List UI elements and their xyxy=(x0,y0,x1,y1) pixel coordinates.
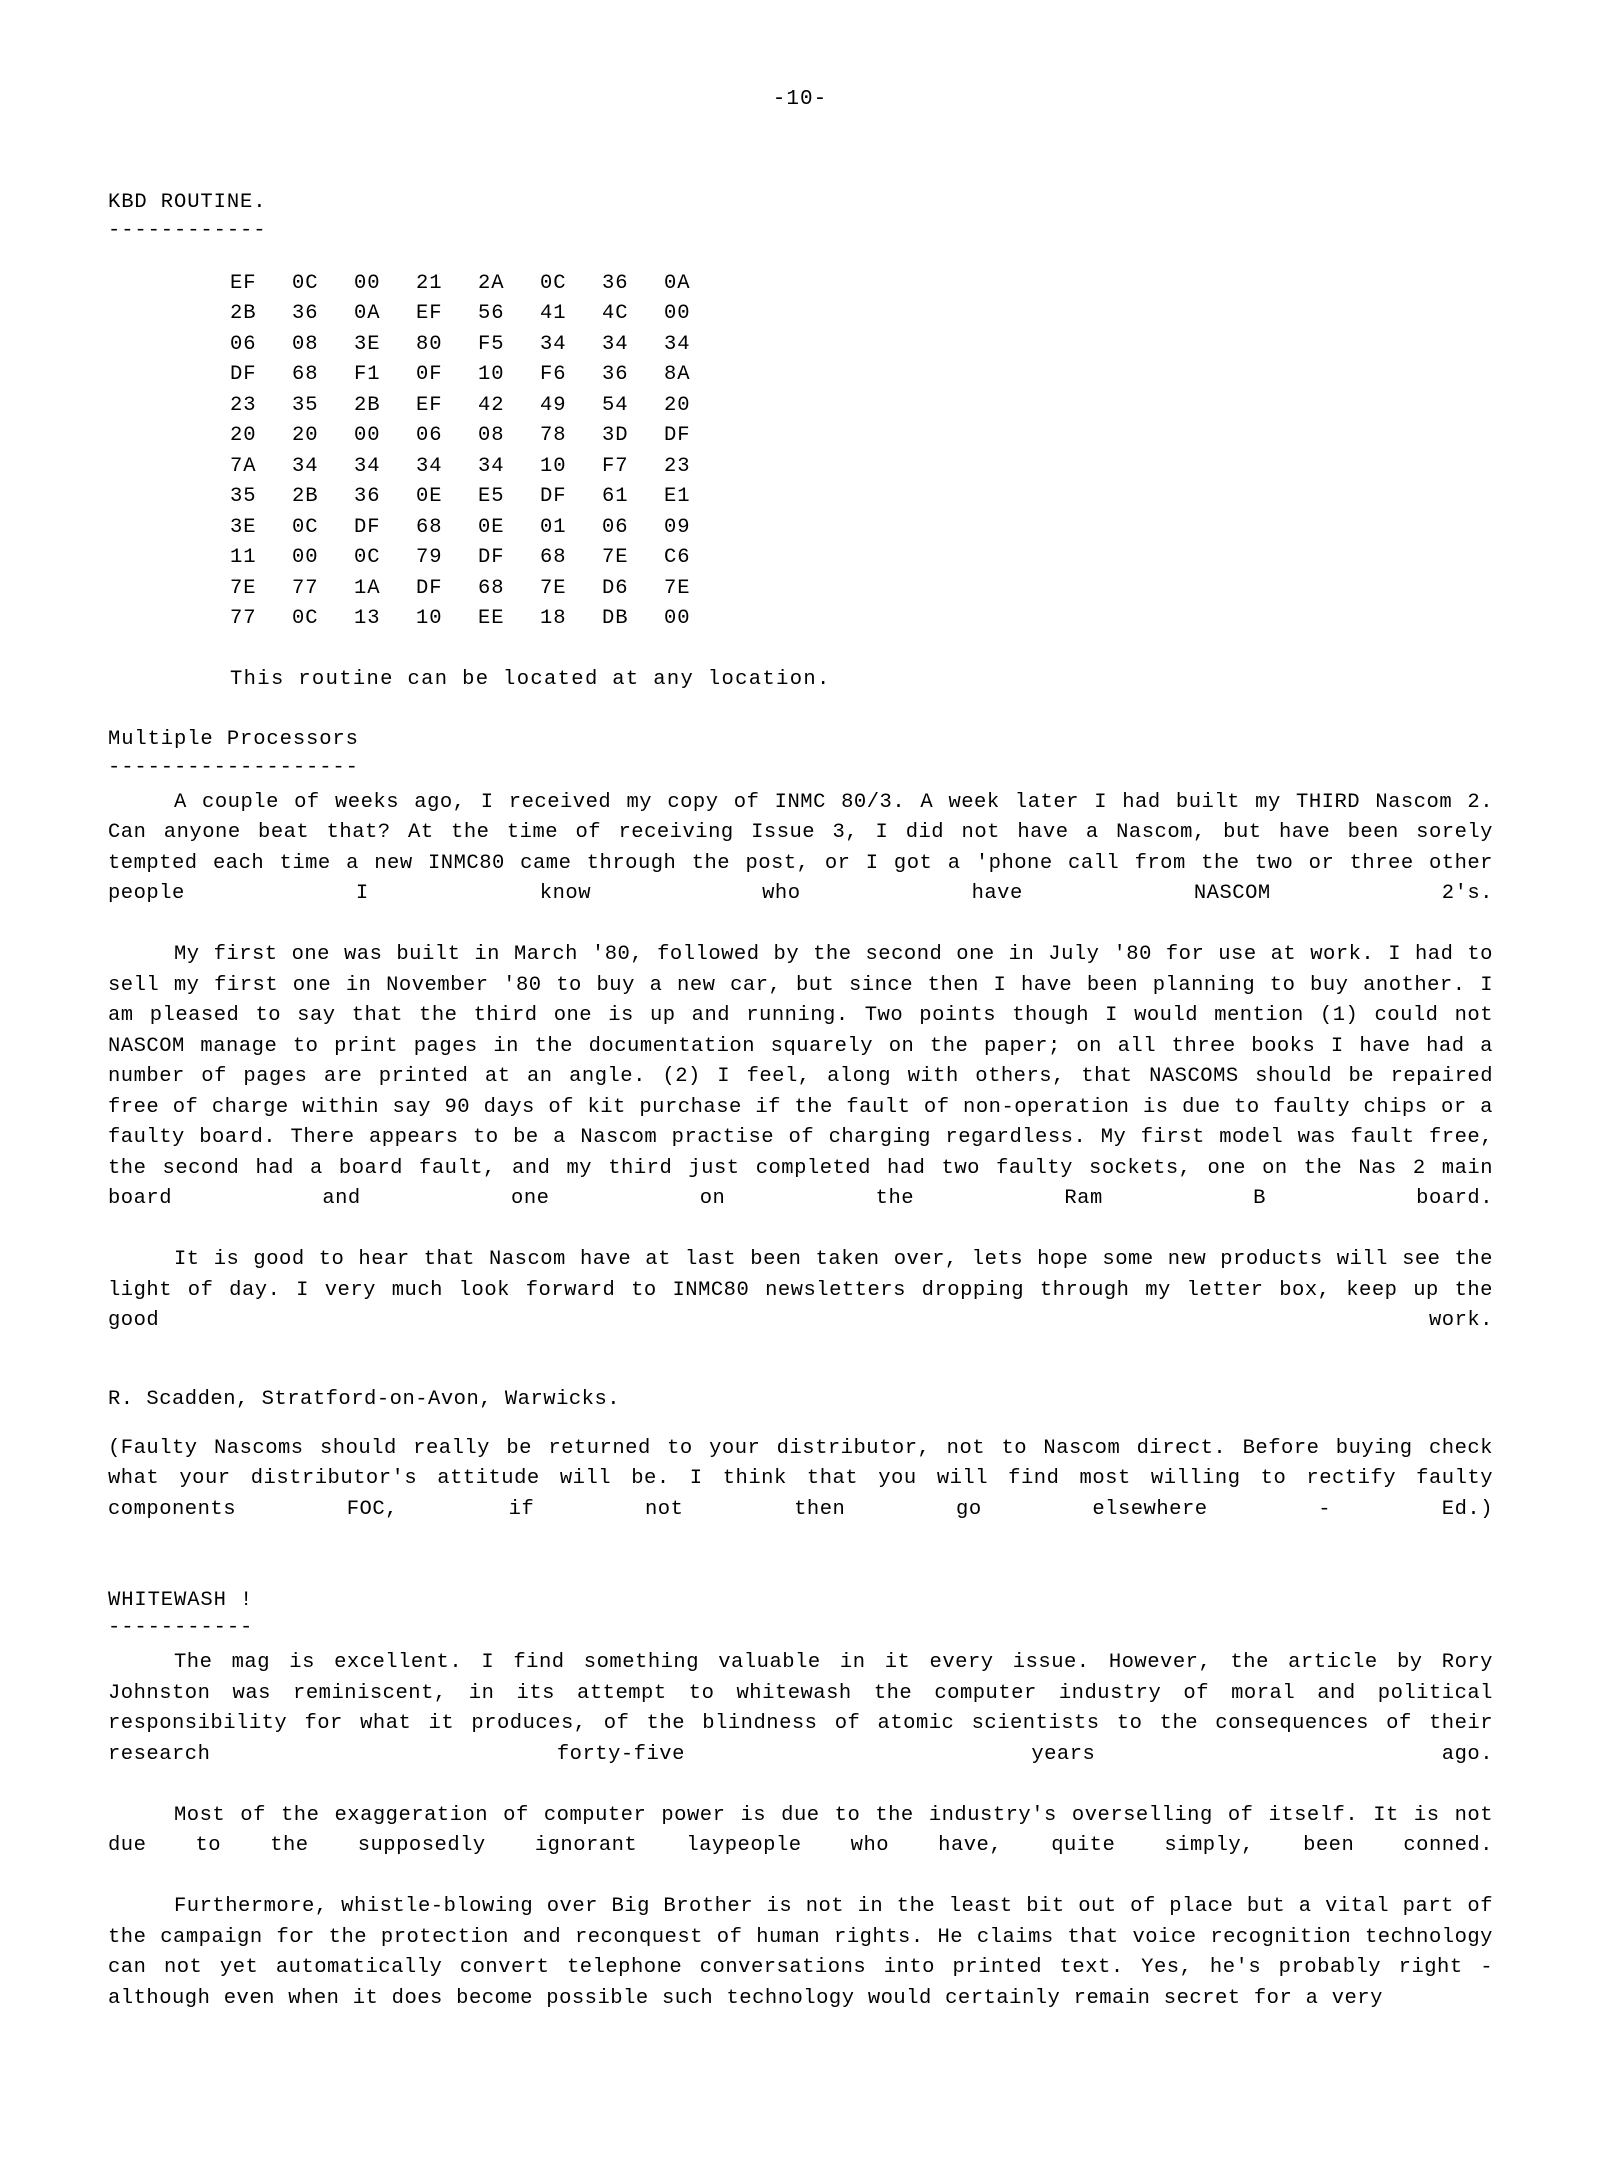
hex-cell: 00 xyxy=(354,271,381,295)
table-row xyxy=(230,482,726,513)
hex-cell: 35 xyxy=(292,393,319,417)
hex-cell: 36 xyxy=(602,363,629,386)
hex-cell: 3D xyxy=(602,424,629,447)
hex-cell: 68 xyxy=(540,546,567,569)
hex-cell: F7 xyxy=(602,454,629,478)
spacer xyxy=(108,1556,1493,1586)
hex-cell: 77 xyxy=(230,607,257,630)
hex-cell: 0C xyxy=(354,546,381,569)
hex-cell: 0F xyxy=(416,363,443,386)
hex-cell: EF xyxy=(230,271,257,295)
paragraph: It is good to hear that Nascom have at last been taken over, lets hope some new products will see the light of day. I very much look forward to INMC80 newsletters dropping through my letter box, keep up the good work. xyxy=(108,1248,1493,1332)
section-heading-whitewash: WHITEWASH ! xyxy=(108,1588,254,1612)
spacer xyxy=(108,1416,1493,1434)
hex-cell: 4C xyxy=(602,302,629,325)
hex-cell: 00 xyxy=(354,424,381,447)
table-row xyxy=(230,360,726,391)
hex-cell: 34 xyxy=(664,332,691,356)
hex-dump-block xyxy=(108,269,1493,635)
hex-cell: 2B xyxy=(292,485,319,508)
hex-cell: 79 xyxy=(416,546,443,569)
hex-cell: 00 xyxy=(664,302,691,325)
table-row xyxy=(230,574,726,605)
hex-cell: DF xyxy=(230,363,257,386)
hex-cell: 7E xyxy=(602,546,629,569)
hex-cell: 1A xyxy=(354,576,381,600)
table-row xyxy=(230,299,726,330)
table-row xyxy=(230,421,726,452)
hex-cell: 34 xyxy=(478,454,505,478)
hex-cell: 7A xyxy=(230,454,257,478)
hex-cell: DF xyxy=(540,485,567,508)
hex-cell: F6 xyxy=(540,363,567,386)
letter-byline: R. Scadden, Stratford-on-Avon, Warwicks. xyxy=(108,1388,621,1411)
hex-cell: 34 xyxy=(416,454,443,478)
hex-cell: 0E xyxy=(416,485,443,508)
section-heading-multiple-processors: Multiple Processors xyxy=(108,728,359,751)
hex-cell: 2A xyxy=(478,271,505,295)
table-row xyxy=(230,452,726,483)
hex-cell: 2B xyxy=(230,302,257,325)
hex-cell: 34 xyxy=(602,332,629,356)
hex-cell: 0C xyxy=(292,515,319,539)
hex-cell: 49 xyxy=(540,393,567,417)
hex-cell: 68 xyxy=(478,576,505,600)
table-row xyxy=(230,604,726,635)
hex-cell: 06 xyxy=(602,515,629,539)
hex-cell: 36 xyxy=(602,271,629,295)
hex-cell: 36 xyxy=(292,302,319,325)
page-content xyxy=(108,188,1493,2014)
hex-cell: 21 xyxy=(416,271,443,295)
spacer xyxy=(108,1367,1493,1385)
hex-dump-body xyxy=(230,269,726,635)
hex-cell: 61 xyxy=(602,485,629,508)
hex-cell: EF xyxy=(416,393,443,417)
hex-cell: 20 xyxy=(292,424,319,447)
hex-cell: 0A xyxy=(664,271,691,295)
hex-cell: 34 xyxy=(354,454,381,478)
hex-cell: E1 xyxy=(664,485,691,508)
hex-cell: 35 xyxy=(230,485,257,508)
hex-cell: 20 xyxy=(664,393,691,417)
hex-cell: 01 xyxy=(540,515,567,539)
table-row xyxy=(230,269,726,300)
hex-cell: DF xyxy=(416,576,443,600)
section-heading-kbd-routine: KBD ROUTINE. xyxy=(108,191,267,214)
hex-cell: D6 xyxy=(602,576,629,600)
hex-cell: 00 xyxy=(292,546,319,569)
hex-cell: 7E xyxy=(664,576,691,600)
hex-cell: DF xyxy=(664,424,691,447)
hex-cell: 00 xyxy=(664,607,691,630)
table-row xyxy=(230,391,726,422)
section-rule-whitewash: ----------- xyxy=(108,1616,254,1639)
paragraph: Most of the exaggeration of computer power is due to the industry's overselling of itself. It is not due to the supposedly ignorant laypeople who have, quite simply, been conned. xyxy=(108,1803,1493,1857)
hex-cell: 13 xyxy=(354,607,381,630)
paragraph: My first one was built in March '80, followed by the second one in July '80 for use at work. I had to sell my first one in November '80 to buy a new car, but since then I have been planning to buy another. I am pleased to say that the third one is up and running. Two points though I would mention (1) could not NASCOM manage to print pages in the documentation squarely on the paper; on all three books I have had a number of pages are printed at an angle. (2) I feel, along with others, that NASCOMS should be repaired free of charge within say 90 days of kit purchase if the fault of non-operation is due to faulty chips or a faulty board. There appears to be a Nascom practise of charging regardless. My first model was fault free, the second had a board fault, and my third just completed had two faulty sockets, one on the Nas 2 main board and one on the Ram B board. xyxy=(108,943,1493,1210)
hex-cell: 06 xyxy=(416,424,443,447)
hex-cell: 18 xyxy=(540,607,567,630)
hex-cell: 3E xyxy=(354,332,381,356)
hex-cell: 06 xyxy=(230,332,257,356)
hex-cell: 23 xyxy=(230,393,257,417)
editor-note: (Faulty Nascoms should really be returned to your distributor, not to Nascom direct. Before buying check what your distributor's attitude will be. I think that you will find most willing to rectify faulty components FOC, if not then go elsewhere - Ed.) xyxy=(108,1436,1493,1521)
paragraph: A couple of weeks ago, I received my copy of INMC 80/3. A week later I had built my THIRD Nascom 2. Can anyone beat that? At the time of receiving Issue 3, I did not have a Nascom, but have been sorely tempted each time a new INMC80 came through the post, or I got a 'phone call from the two or three other people I know who have NASCOM 2's. xyxy=(108,790,1493,905)
hex-cell: 78 xyxy=(540,424,567,447)
table-row xyxy=(230,513,726,544)
hex-cell: 23 xyxy=(664,454,691,478)
hex-cell: F5 xyxy=(478,332,505,356)
hex-cell: 3E xyxy=(230,515,257,539)
hex-cell: EF xyxy=(416,302,443,325)
hex-cell: 68 xyxy=(416,515,443,539)
hex-cell: 34 xyxy=(292,454,319,478)
hex-cell: 36 xyxy=(354,485,381,508)
hex-cell: 0C xyxy=(292,271,319,295)
spacer xyxy=(108,695,1493,725)
hex-cell: DF xyxy=(478,546,505,569)
hex-cell: 0A xyxy=(354,302,381,325)
hex-cell: 8A xyxy=(664,363,691,386)
hex-cell: 80 xyxy=(416,332,443,356)
section-rule-kbd-routine: ------------ xyxy=(108,218,267,242)
paragraph: Furthermore, whistle-blowing over Big Brother is not in the least bit out of place but a vital part of the campaign for the protection and reconquest of human rights. He claims that voice recognition technology can not yet automatically convert telephone conversations into printed text. Yes, he's probably right - although even when it does become possible such technology would certainly remain secret for a very xyxy=(108,1895,1493,2010)
table-row xyxy=(230,543,726,574)
hex-cell: 08 xyxy=(478,424,505,447)
hex-cell: 20 xyxy=(230,424,257,447)
hex-cell: C6 xyxy=(664,546,691,569)
hex-cell: 08 xyxy=(292,332,319,356)
hex-cell: 10 xyxy=(540,454,567,478)
hex-cell: 09 xyxy=(664,515,691,539)
hex-cell: E5 xyxy=(478,485,505,508)
hex-cell: 10 xyxy=(478,363,505,386)
hex-cell: F1 xyxy=(354,363,381,386)
hex-cell: EE xyxy=(478,607,505,630)
hex-cell: 11 xyxy=(230,546,257,569)
section-rule-multiple-processors: ------------------- xyxy=(108,755,359,779)
hex-cell: 56 xyxy=(478,302,505,325)
hex-cell: 10 xyxy=(416,607,443,630)
hex-cell: 2B xyxy=(354,393,381,417)
hex-cell: 7E xyxy=(230,576,257,600)
hex-cell: 7E xyxy=(540,576,567,600)
hex-cell: 68 xyxy=(292,363,319,386)
hex-cell: 54 xyxy=(602,393,629,417)
page-number: -10- xyxy=(772,88,828,111)
hex-cell: 41 xyxy=(540,302,567,325)
hex-cell: DF xyxy=(354,515,381,539)
hex-dump-table xyxy=(230,269,726,635)
hex-cell: 0C xyxy=(540,271,567,295)
paragraph: The mag is excellent. I find something valuable in it every issue. However, the article by Rory Johnston was reminiscent, in its attempt to whitewash the computer industry of moral and political responsibility for what it produces, of the blindness of atomic scientists to the consequences of their research forty-five years ago. xyxy=(108,1651,1493,1766)
hex-cell: 77 xyxy=(292,576,319,600)
hex-cell: 0E xyxy=(478,515,505,539)
table-row xyxy=(230,330,726,361)
hex-cell: 42 xyxy=(478,393,505,417)
hex-cell: 34 xyxy=(540,332,567,356)
kbd-routine-note: This routine can be located at any location. xyxy=(230,667,831,691)
hex-cell: DB xyxy=(602,607,629,630)
hex-cell: 0C xyxy=(292,607,319,630)
